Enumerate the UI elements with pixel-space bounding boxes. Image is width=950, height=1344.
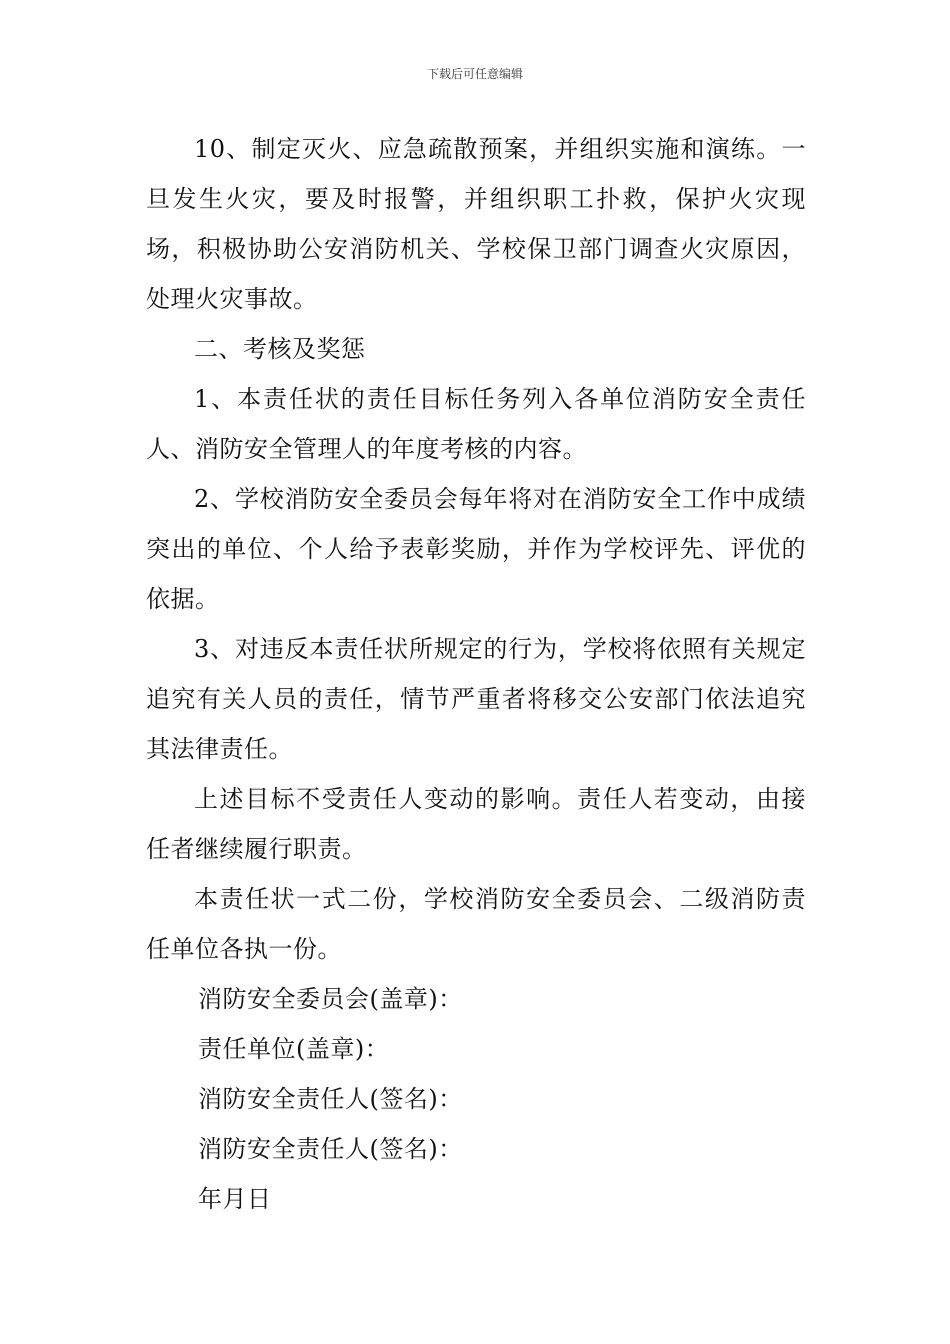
signature-responsible-person-1: 消防安全责任人(签名)：: [198, 1085, 463, 1113]
document-body: [146, 124, 806, 1224]
paragraph-copies-note: 本责任状一式二份，学校消防安全委员会、二级消防责任单位各执一份。: [146, 885, 806, 963]
signature-unit-seal: 责任单位(盖章)：: [198, 1035, 390, 1063]
page-header-note: 下载后可任意编辑: [426, 67, 523, 81]
paragraph-assessment-3: 3、对违反本责任状所规定的行为，学校将依照有关规定追究有关人员的责任，情节严重者将移交公安部门依法追究其法律责任。: [146, 635, 806, 763]
paragraph-fire-plan: 10、制定灭火、应急疏散预案，并组织实施和演练。一旦发生火灾，要及时报警，并组织职工扑救，保护火灾现场，积极协助公安消防机关、学校保卫部门调查火灾原因，处理火灾事故。: [146, 135, 806, 313]
paragraph-change-note: 上述目标不受责任人变动的影响。责任人若变动，由接任者继续履行职责。: [146, 785, 806, 863]
signature-committee-seal: 消防安全委员会(盖章)：: [198, 985, 463, 1013]
paragraph-assessment-1: 1、本责任状的责任目标任务列入各单位消防安全责任人、消防安全管理人的年度考核的内容。: [146, 385, 806, 463]
signature-date: 年月日: [198, 1185, 272, 1213]
signature-responsible-person-2: 消防安全责任人(签名)：: [198, 1135, 463, 1163]
section-heading-assessment: 二、考核及奖惩: [194, 335, 366, 363]
paragraph-assessment-2: 2、学校消防安全委员会每年将对在消防安全工作中成绩突出的单位、个人给予表彰奖励，并作为学校评先、评优的依据。: [146, 485, 806, 613]
